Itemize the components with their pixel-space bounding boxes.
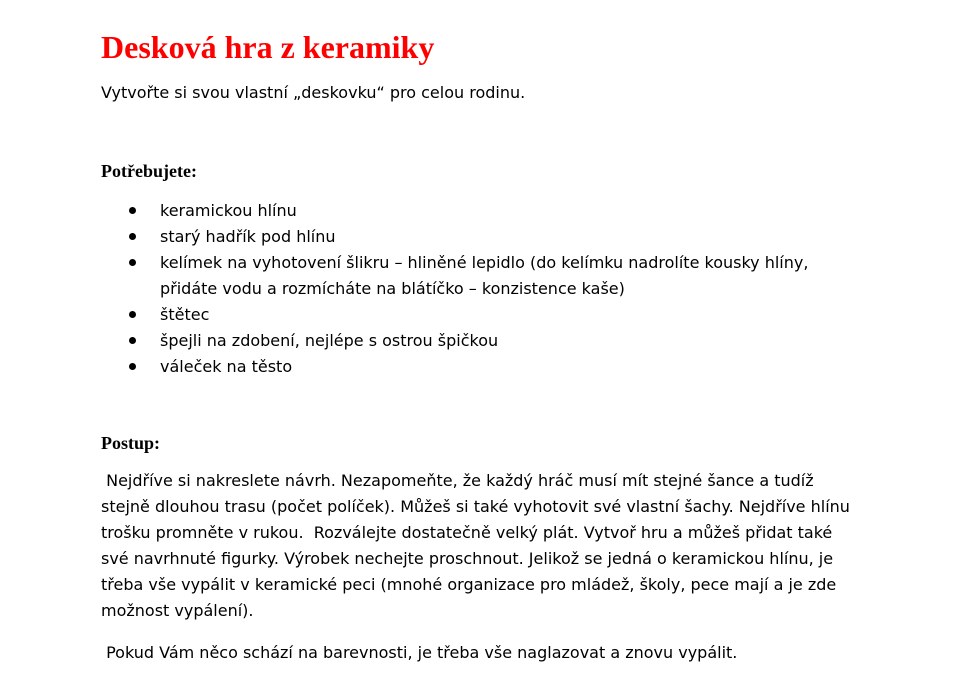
list-item-text: starý hadřík pod hlínu [160,227,336,246]
list-item [101,224,821,250]
list-item-text: keramickou hlínu [160,201,297,220]
list-item [101,328,821,354]
note-paragraph: Pokud Vám něco schází na barevnosti, je třeba vše naglazovat a znovu vypálit. [101,643,738,662]
list-item [101,250,821,302]
intro-text: Vytvořte si svou vlastní „deskovku“ pro celou rodinu. [101,83,526,102]
list-item [101,354,821,380]
list-item-text: kelímek na vyhotovení šlikru – hliněné lepidlo (do kelímku nadrolíte kousky hlíny, přidáte vodu a rozmícháte na blátíčko – konzistence kaše) [160,253,809,298]
list-item-text: váleček na těsto [160,357,293,376]
document-title: Desková hra z keramiky [101,29,435,65]
needs-list [101,198,821,380]
bullet-icon [129,337,136,344]
bullet-icon [129,363,136,370]
bullet-icon [129,311,136,318]
steps-paragraph: Nejdříve si nakreslete návrh. Nezapomeňte, že každý hráč musí mít stejné šance a tudíž stejně dlouhou trasu (počet políček). Můžeš si také vyhotovit své vlastní šachy. Nejdříve hlínu trošku promněte v rukou. Rozválejte dostatečně velký plát. Vytvoř hru a můžeš přidat také své navrhnuté figurky. Výrobek nechejte proschnout. Jelikož se jedná o keramickou hlínu, je třeba vše vypálit v keramické peci (mnohé organizace pro mládež, školy, pece mají a je zde možnost vypálení). [101,471,856,620]
list-item [101,302,821,328]
steps-heading: Postup: [101,433,161,453]
list-item-text: špejli na zdobení, nejlépe s ostrou špičkou [160,331,499,350]
needs-heading: Potřebujete: [101,161,197,181]
bullet-icon [129,233,136,240]
list-item-text: štětec [160,305,210,324]
bullet-icon [129,259,136,266]
bullet-icon [129,207,136,214]
list-item [101,198,821,224]
